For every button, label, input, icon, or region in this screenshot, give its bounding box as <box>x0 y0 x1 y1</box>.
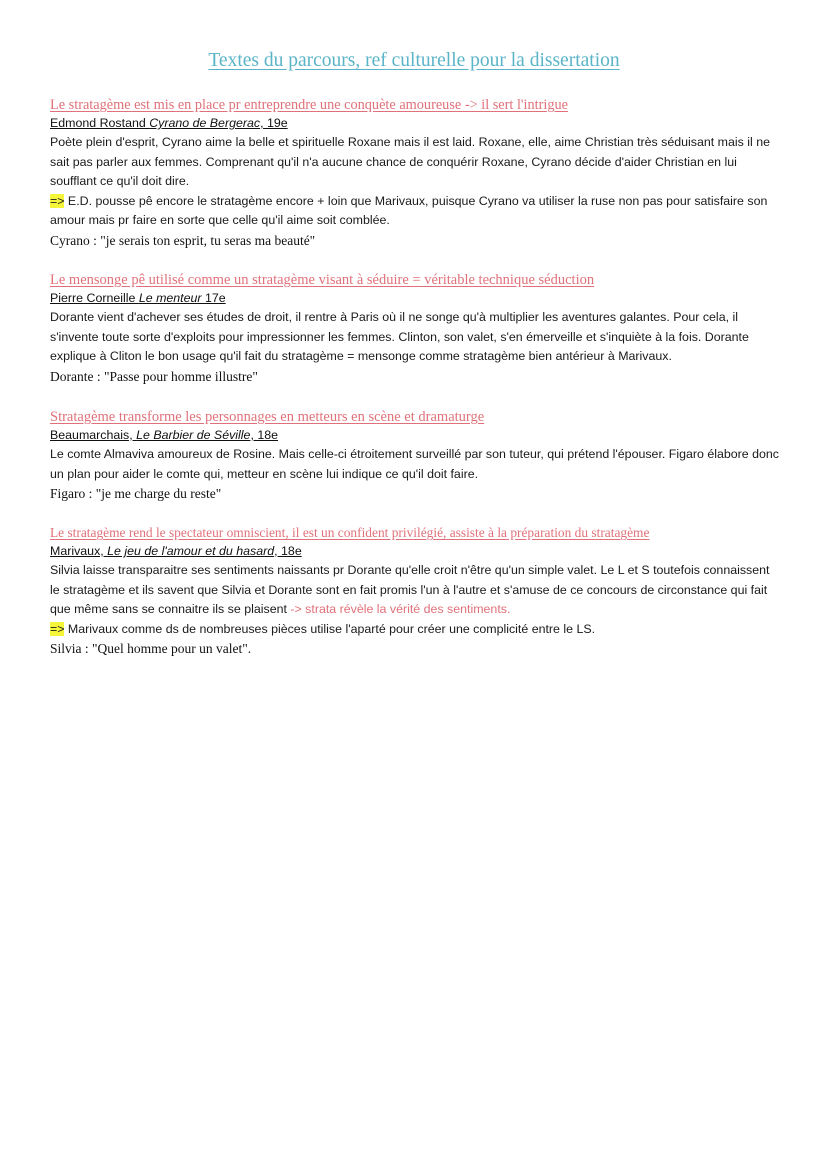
section-heading: Le mensonge pê utilisé comme un stratagème visant à séduire = véritable technique séduction <box>50 272 595 288</box>
source-work: Le menteur <box>138 291 202 305</box>
source-century: 17e <box>201 291 226 305</box>
source-work: Le Barbier de Séville <box>136 428 251 442</box>
section-cyrano <box>50 96 780 250</box>
source-century: , 18e <box>274 544 302 558</box>
source-century: , 18e <box>250 428 278 442</box>
summary-paragraph: Dorante vient d'achever ses études de droit, il rentre à Paris où il ne songe qu'à multiplier les aventures galantes. Pour cela, il s'invente toute sorte d'exploits pour impressionner les femmes. Clinton, son valet, s'en émerveille et s'inquiète à la fois. Dorante explique à Cliton le bon usage qu'il fait du stratagème = mensonge comme stratagème bien antérieur à Marivaux. <box>50 310 749 364</box>
arrow-highlight: => <box>50 193 65 208</box>
source-line <box>50 426 780 445</box>
section-heading: Stratagème transforme les personnages en metteurs en scène et dramaturge <box>50 409 485 425</box>
summary-paragraph: Poète plein d'esprit, Cyrano aime la belle et spirituelle Roxane mais il est laid. Roxane, elle, aime Christian très séduisant mais il ne sait pas parler aux femmes. Comprenant qu'il n'a aucune chance de conquérir Roxane, Cyrano décide d'aider Christian en lui soufflant ce qu'il doit dire. <box>50 135 770 189</box>
source-line <box>50 289 780 308</box>
remark-paragraph <box>50 620 780 640</box>
section-heading: Le stratagème est mis en place pr entreprendre une conquète amoureuse -> il sert l'intrigue <box>50 97 568 113</box>
source-author: Pierre Corneille <box>50 291 139 305</box>
quote-line: Dorante : "Passe pour homme illustre" <box>50 368 258 384</box>
remark-text: E.D. pousse pê encore le stratagème encore + loin que Marivaux, puisque Cyrano va utiliser la ruse non pas pour satisfaire son amour mais pr faire en sorte que celle qu'il aime soit comblée. <box>50 193 768 228</box>
source-line <box>50 542 780 561</box>
page-title: Textes du parcours, ref culturelle pour la dissertation <box>208 50 620 71</box>
section-heading: Le stratagème rend le spectateur omniscient, il est un confident privilégié, assiste à la préparation du stratagème <box>50 525 650 540</box>
summary-pink-note: -> strata révèle la vérité des sentiments. <box>290 602 511 617</box>
quote-line: Cyrano : "je serais ton esprit, tu seras ma beauté" <box>50 232 316 248</box>
source-century: , 19e <box>260 116 288 130</box>
section-marivaux <box>50 524 780 658</box>
summary-paragraph <box>50 561 780 620</box>
remark-paragraph <box>50 192 780 231</box>
source-author: Marivaux, <box>50 544 108 558</box>
source-line <box>50 114 780 133</box>
arrow-highlight: => <box>50 621 65 636</box>
quote-line: Silvia : "Quel homme pour un valet". <box>50 641 252 657</box>
section-menteur <box>50 271 780 386</box>
quote-line: Figaro : "je me charge du reste" <box>50 486 222 502</box>
summary-text: Silvia laisse transparaitre ses sentiments naissants pr Dorante qu'elle croit n'être qu'un simple valet. Le L et S toutefois connaissent le stratagème et ils savent que Silvia et Dorante sont en fait promis l'un à l'autre et s'amuse de ce concours de circonstance qui fait que même sans se connaitre ils se plaisent <box>50 563 770 617</box>
source-author: Beaumarchais, <box>50 428 137 442</box>
section-barbier <box>50 408 780 503</box>
source-author: Edmond Rostand <box>50 116 150 130</box>
source-work: Cyrano de Bergerac <box>149 116 261 130</box>
summary-paragraph: Le comte Almaviva amoureux de Rosine. Mais celle-ci étroitement surveillé par son tuteur, qui prétend l'épouser. Figaro élabore donc un plan pour aider le comte qui, metteur en scène lui indique ce qu'il doit faire. <box>50 447 779 481</box>
source-work: Le jeu de l'amour et du hasard <box>107 544 275 558</box>
remark-text: Marivaux comme ds de nombreuses pièces utilise l'aparté pour créer une complicité entre le LS. <box>64 621 596 636</box>
